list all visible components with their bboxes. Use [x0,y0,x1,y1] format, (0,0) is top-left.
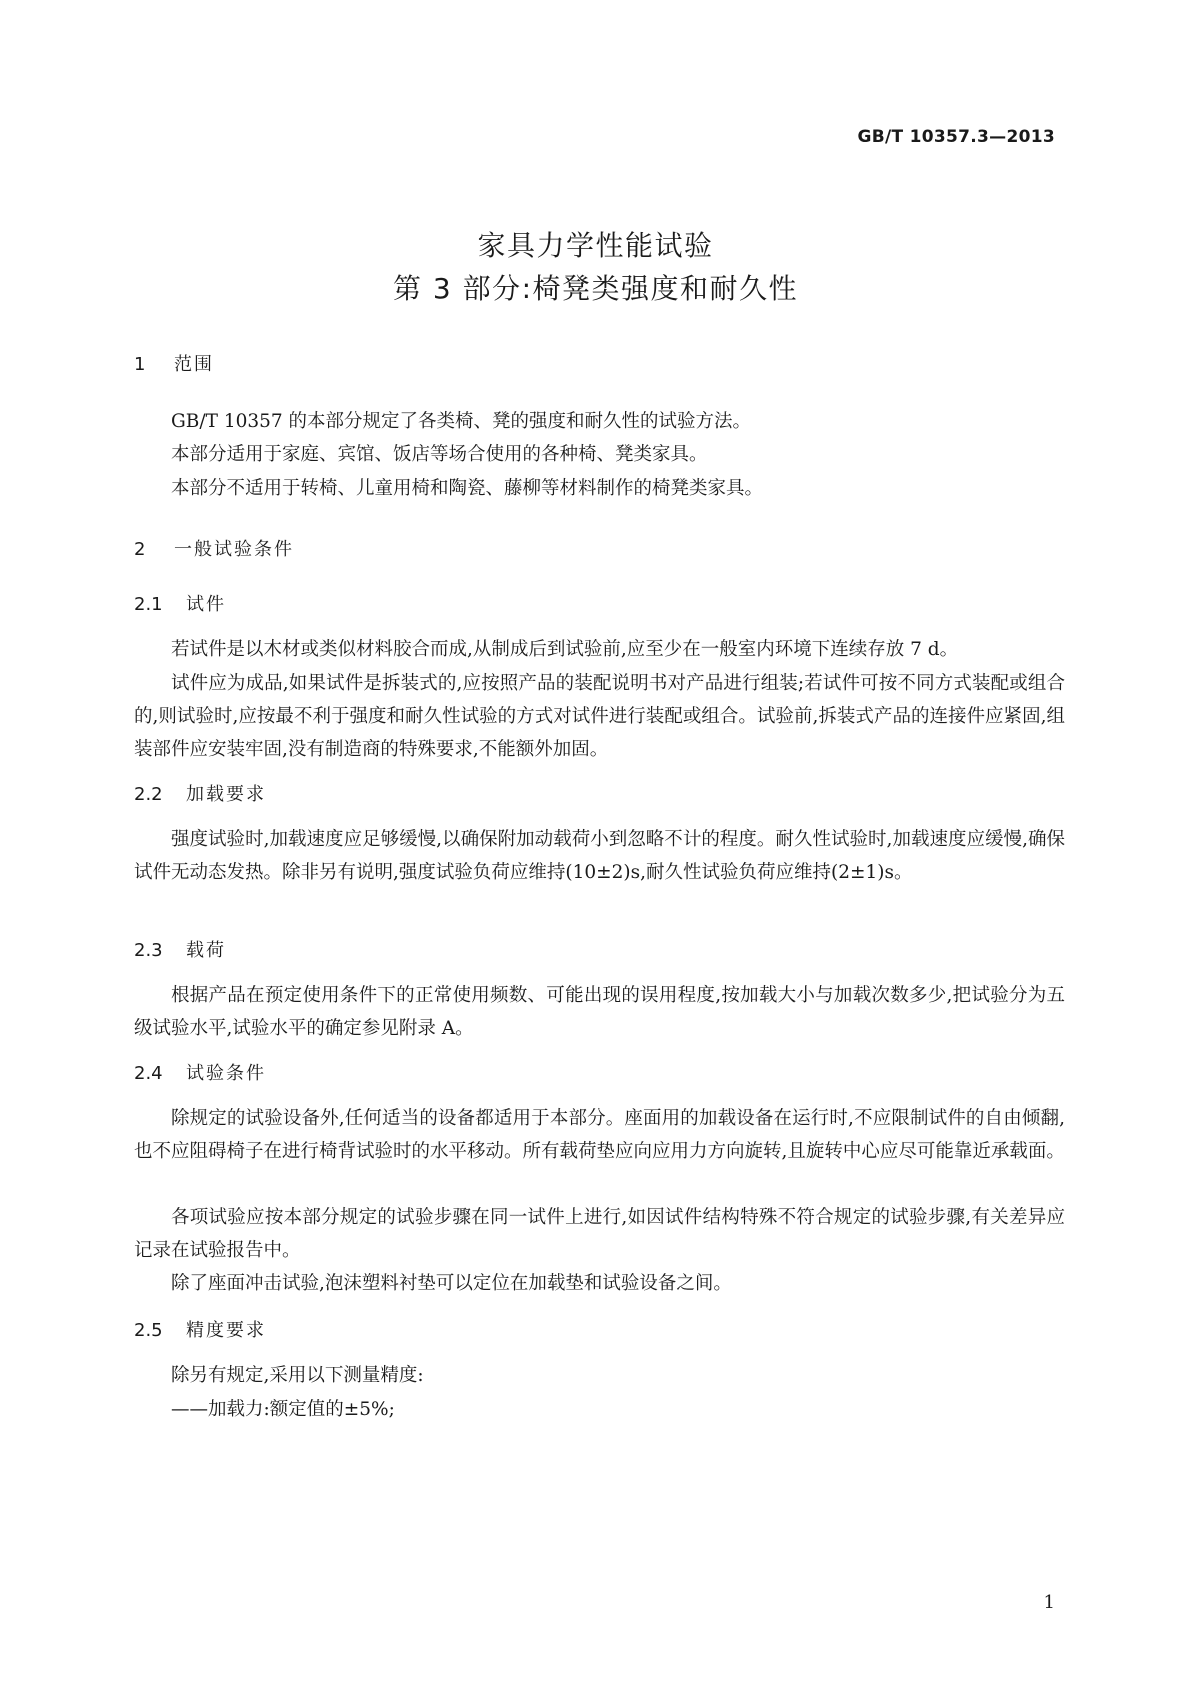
section-1-title: 范围 [174,354,214,375]
section-2-4-title: 试验条件 [186,1063,266,1084]
section-2-1-paragraph-1: 若试件是以木材或类似材料胶合而成,从制成后到试验前,应至少在一般室内环境下连续存放 7 d。 [171,639,959,660]
section-2-4-paragraph-3: 除了座面冲击试验,泡沫塑料衬垫可以定位在加载垫和试验设备之间。 [171,1273,732,1294]
page-number: 1 [1043,1592,1055,1613]
section-2-2-heading [134,786,266,804]
section-1-paragraph-3: 本部分不适用于转椅、儿童用椅和陶瓷、藤柳等材料制作的椅凳类家具。 [171,478,764,499]
section-2-4-paragraph-1: 除规定的试验设备外,任何适当的设备都适用于本部分。座面用的加载设备在运行时,不应限制试件的自由倾翻,也不应阻碍椅子在进行椅背试验时的水平移动。所有载荷垫应向应用力方向旋转,且旋转中心应尽可能靠近承载面。 [134,1108,1065,1162]
section-2-5-paragraph-1: 除另有规定,采用以下测量精度: [171,1365,424,1386]
section-2-number: 2 [134,539,146,560]
section-2-3-number: 2.3 [134,940,163,961]
section-2-4-number: 2.4 [134,1063,163,1084]
section-2-3-paragraph-1: 根据产品在预定使用条件下的正常使用频数、可能出现的误用程度,按加载大小与加载次数多少,把试验分为五级试验水平,试验水平的确定参见附录 A。 [134,985,1065,1039]
document-title-line2: 第 3 部分:椅凳类强度和耐久性 [392,272,799,305]
section-1-paragraph-2: 本部分适用于家庭、宾馆、饭店等场合使用的各种椅、凳类家具。 [171,444,708,465]
section-2-1-title: 试件 [186,594,226,615]
section-2-3-heading [134,942,226,960]
section-2-title: 一般试验条件 [174,539,294,560]
section-2-5-list-item-1: ——加载力:额定值的±5%; [171,1399,395,1420]
section-1-paragraph-1: GB/T 10357 的本部分规定了各类椅、凳的强度和耐久性的试验方法。 [171,411,752,432]
section-2-2-number: 2.2 [134,784,163,805]
section-2-4-paragraph-2: 各项试验应按本部分规定的试验步骤在同一试件上进行,如因试件结构特殊不符合规定的试验步骤,有关差异应记录在试验报告中。 [134,1207,1065,1261]
section-2-2-paragraph-1: 强度试验时,加载速度应足够缓慢,以确保附加动载荷小到忽略不计的程度。耐久性试验时,加载速度应缓慢,确保试件无动态发热。除非另有说明,强度试验负荷应维持(10±2)s,耐久性试验负荷应维持(2±1)s。 [134,829,1065,883]
section-1-heading [134,356,214,374]
section-2-1-paragraph-2: 试件应为成品,如果试件是拆装式的,应按照产品的装配说明书对产品进行组装;若试件可按不同方式装配或组合的,则试验时,应按最不利于强度和耐久性试验的方式对试件进行装配或组合。试验前,拆装式产品的连接件应紧固,组装部件应安装牢固,没有制造商的特殊要求,不能额外加固。 [134,673,1065,760]
section-2-1-heading [134,596,226,614]
section-2-2-title: 加载要求 [186,784,266,805]
section-2-1-number: 2.1 [134,594,163,615]
section-1-number: 1 [134,354,146,375]
section-2-4-heading [134,1065,266,1083]
section-2-heading [134,541,294,559]
section-2-5-title: 精度要求 [186,1320,266,1341]
standard-number: GB/T 10357.3—2013 [857,127,1055,147]
section-2-3-title: 载荷 [186,940,226,961]
section-2-5-heading [134,1322,266,1340]
document-title-line1: 家具力学性能试验 [477,229,714,262]
section-2-5-number: 2.5 [134,1320,163,1341]
